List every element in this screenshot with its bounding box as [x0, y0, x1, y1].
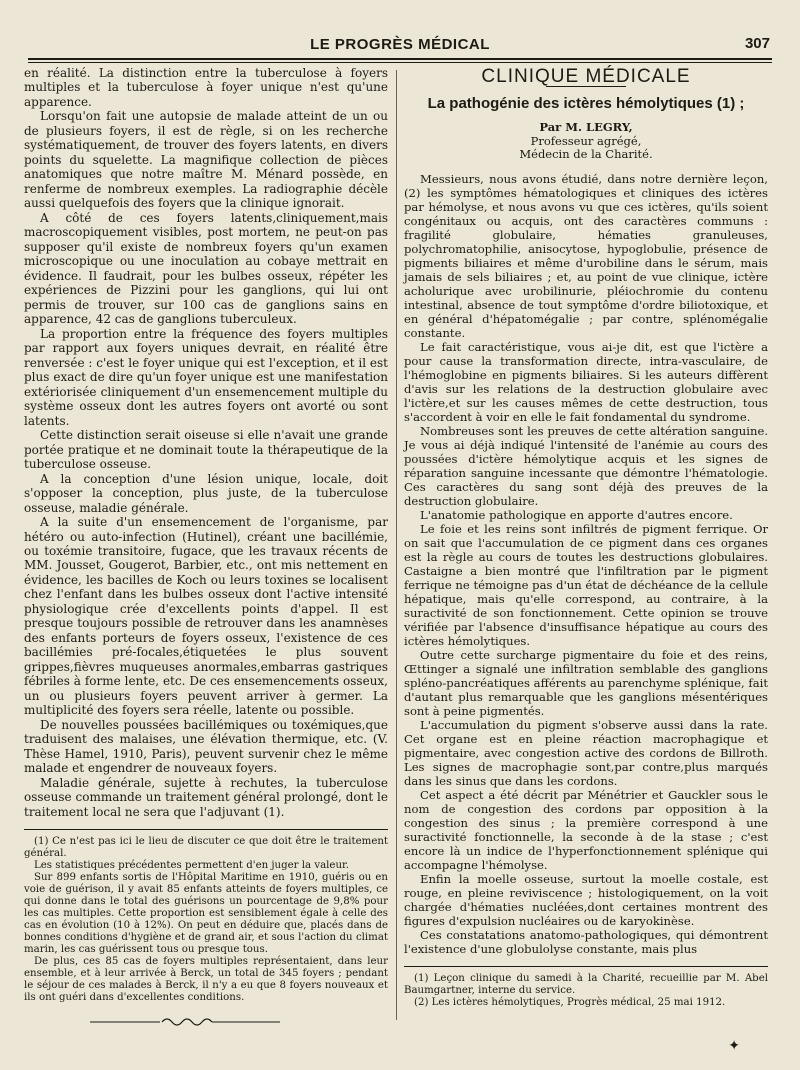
paragraph: Ces constatations anatomo-pathologiques, qui démontrent l'existence d'une globulolyse constante, mais plus [404, 927, 768, 956]
paragraph: L'accumulation du pigment s'observe aussi dans la rate. Cet organe est en pleine réaction macrophagique et pigmentaire, avec congestion active des cordons de Billroth. Les signes de macrophagie sont,par contre,plus marqués dans les sinus que dans les cordons. [404, 717, 768, 788]
end-mark-icon: ✦ [728, 1038, 740, 1054]
paragraph: Cette distinction serait oiseuse si elle n'avait une grande portée pratique et ne dominait toute la thérapeutique de la tuberculose osseuse. [24, 428, 388, 472]
journal-title: LE PROGRÈS MÉDICAL [310, 36, 490, 53]
paragraph: Le foie et les reins sont infiltrés de pigment ferrique. Or on sait que l'accumulation de ce pigment dans ces organes est la règle au cours de toutes les destructions globulaires. Castaigne a bien montré que l'infiltration par le pigment ferrique ne témoigne pas d'un état de déchéance de la cellule hépatique, mais qu'elle correspond, au contraire, à la suractivité de son fonctionnement. Cette opinion se trouve vérifiée par l'absence d'insuffisance hépatique au cours des ictères hémolytiques. [404, 521, 768, 648]
paragraph: Nombreuses sont les preuves de cette altération sanguine. Je vous ai déjà indiqué l'intensité de l'anémie au cours des poussées d'ictère hémolytique acquis et les signes de réparation sanguine incessante que démontre l'hématologie. Ces caractères du sang sont déjà des preuves de la destruction globulaire. [404, 423, 768, 508]
footnotes-right [404, 966, 768, 1009]
byline-affiliation: Médecin de la Charité. [519, 147, 653, 161]
paragraph: A la suite d'un ensemencement de l'organisme, par hétéro ou auto-infection (Hutinel), créant une bacillémie, ou toxémie transitoire, fugace, que les travaux récents de MM. Jousset, Gougerot, Barbier, etc., ont mis nettement en évidence, les bacilles de Koch ou leurs toxines se localisent chez l'enfant dans les bulbes osseux dont l'active intensité physiologique crée d'excellents points d'appel. Il est presque toujours possible de retrouver dans les anamnèses des enfants porteurs de foyers osseux, l'existence de ces bacillémies pré-focales,étiquetées le plus souvent grippes,fièvres muqueuses anormales,embarras gastriques fébriles à forme lente, etc. De ces ensemencements osseux, un ou plusieurs foyers peuvent arriver à germer. La multiplicité des foyers sera réelle, latente ou possible. [24, 515, 388, 718]
paragraph: A côté de ces foyers latents,cliniquement,mais macroscopiquement visibles, post mortem, ne peut-on pas supposer qu'il existe de nombreux foyers qu'un examen microscopique ou une inoculation au cobaye mettrait en évidence. Il faudrait, pour les bulbes osseux, répéter les expériences de Pizzini pour les ganglions, qui lui ont permis de trouver, sur 100 cas de ganglions sains en apparence, 42 cas de ganglions tuberculeux. [24, 210, 388, 327]
paragraph: Le fait caractéristique, vous ai-je dit, est que l'ictère a pour cause la transformation directe, intra-vasculaire, de l'hémoglobine en pigments biliaires. Si les auteurs diffèrent d'avis sur les relations de la destruction globulaire avec l'ictère,et sur les causes mêmes de cette destruction, tous s'accordent à voir en elle le fait fondamental du syndrome. [404, 339, 768, 424]
header-rule [28, 58, 772, 60]
header-rule-thin [28, 62, 772, 63]
footnote: (1) Leçon clinique du samedi à la Charité, recueillie par M. Abel Baumgartner, interne du service. [404, 972, 768, 996]
column-divider [396, 70, 397, 1020]
byline-role: Professeur agrégé, [530, 133, 642, 148]
byline-author: Par M. LEGRY, [539, 120, 633, 134]
paragraph: Maladie générale, sujette à rechutes, la tuberculose osseuse commande un traitement général prolongé, dont le traitement local ne sera que l'adjuvant (1). [24, 775, 388, 819]
running-header [28, 30, 772, 58]
paragraph: Outre cette surcharge pigmentaire du foie et des reins, Œttinger a signalé une infiltration semblable des ganglions spléno-pancréatiques afférents au parenchyme splénique, fait d'autant plus remarquable que les ganglions mésentériques sont à peine pigmentés. [404, 647, 768, 718]
paragraph: La proportion entre la fréquence des foyers multiples par rapport aux foyers uniques devrait, en réalité être renversée : c'est le foyer unique qui est l'exception, et il est plus exact de dire qu'un foyer unique est une manifestation extériorisée cliniquement d'un ensemencement multiple du système osseux dont les autres foyers ont avorté ou sont latents. [24, 326, 388, 428]
paragraph: A la conception d'une lésion unique, locale, doit s'opposer la conception, plus juste, de la tuberculose osseuse, maladie générale. [24, 471, 388, 515]
article-title: La pathogénie des ictères hémolytiques (1) ; [427, 95, 745, 112]
paragraph: Lorsqu'on fait une autopsie de malade atteint de un ou de plusieurs foyers, il est de règle, si on les recherche systématiquement, de trouver des foyers latents, en divers points du squelette. La magnifique collection de pièces anatomiques que notre maître M. Ménard possède, en renferme de nombreux exemples. La radiographie décèle aussi quelquefois des foyers que la clinique ignorait. [24, 109, 388, 211]
paragraph: Enfin la moelle osseuse, surtout la moelle costale, est rouge, en pleine reviviscence ; histologiquement, on la voit chargée d'hématies nucléées,dont certaines montrent des figures d'expulsion nucléaires ou de karyokinèse. [404, 871, 768, 928]
footnote: De plus, ces 85 cas de foyers multiples représentaient, dans leur ensemble, et à leur arrivée à Berck, un total de 345 foyers ; pendant le séjour de ces malades à Berck, il n'y a eu que 8 foyers nouveaux et ils ont guéri dans d'excellentes conditions. [24, 956, 388, 1004]
paragraph: Messieurs, nous avons étudié, dans notre dernière leçon, (2) les symptômes hématologiques et cliniques des ictères par hémolyse, et nous avons vu que ces ictères, qu'ils soient congénitaux ou acquis, ont des caractères communs : fragilité globulaire, hématies granuleuses, polychromatophilie, anisocytose, hypoglobulie, présence de pigments biliaires et même d'urobiline dans le sérum, mais jamais de sels biliaires ; et, au point de vue clinique, ictère acholurique avec urobilinurie, pléiochromie du contenu intestinal, absence de tout symptôme d'ordre biliotoxique, et en général d'hépatomégalie ; par contre, splénomégalie constante. [404, 171, 768, 340]
byline [404, 121, 768, 162]
footnote: Les statistiques précédentes permettent d'en juger la valeur. [34, 860, 350, 872]
paragraph: Cet aspect a été décrit par Ménétrier et Gauckler sous le nom de congestion des cordons par opposition à la congestion des sinus ; la première correspond à une suractivité fonctionnelle, la seconde à de la stase ; c'est encore là un indice de l'hyperfonctionnement splénique qui accompagne l'hémolyse. [404, 787, 768, 872]
paragraph: De nouvelles poussées bacillémiques ou toxémiques,que traduisent des malaises, une élévation thermique, etc. (V. Thèse Hamel, 1910, Paris), peuvent survenir chez le même malade et engendrer de nouveaux foyers. [24, 717, 388, 776]
footnote: Sur 899 enfants sortis de l'Hôpital Maritime en 1910, guéris ou en voie de guérison, il y avait 85 enfants atteints de foyers multiples, ce qui donne dans le total des guérisons un pourcentage de 9,8% pour les cas multiples. Cette proportion est sensiblement égale à celle des cas en évolution (10 à 12%). On peut en déduire que, placés dans de bonnes conditions d'hygiène et de grand air, et sous l'action du climat marin, les cas guérissent tous ou presque tous. [24, 872, 388, 956]
footnote-rule [404, 966, 768, 967]
page-number: 307 [744, 35, 770, 52]
ornament-divider [90, 1015, 280, 1029]
left-column [24, 66, 388, 1004]
footnotes-left [24, 829, 388, 1004]
footnote: (2) Les ictères hémolytiques, Progrès médical, 25 mai 1912. [414, 996, 726, 1008]
footnote: (1) Ce n'est pas ici le lieu de discuter ce que doit être le traitement général. [24, 836, 388, 860]
right-column [404, 66, 768, 1009]
paragraph: L'anatomie pathologique en apporte d'autres encore. [420, 507, 733, 522]
paragraph: en réalité. La distinction entre la tuberculose à foyers multiples et la tuberculose à foyer unique n'est qu'une apparence. [24, 66, 388, 109]
section-title: CLINIQUE MÉDICALE [481, 66, 691, 87]
footnote-rule [24, 829, 388, 830]
